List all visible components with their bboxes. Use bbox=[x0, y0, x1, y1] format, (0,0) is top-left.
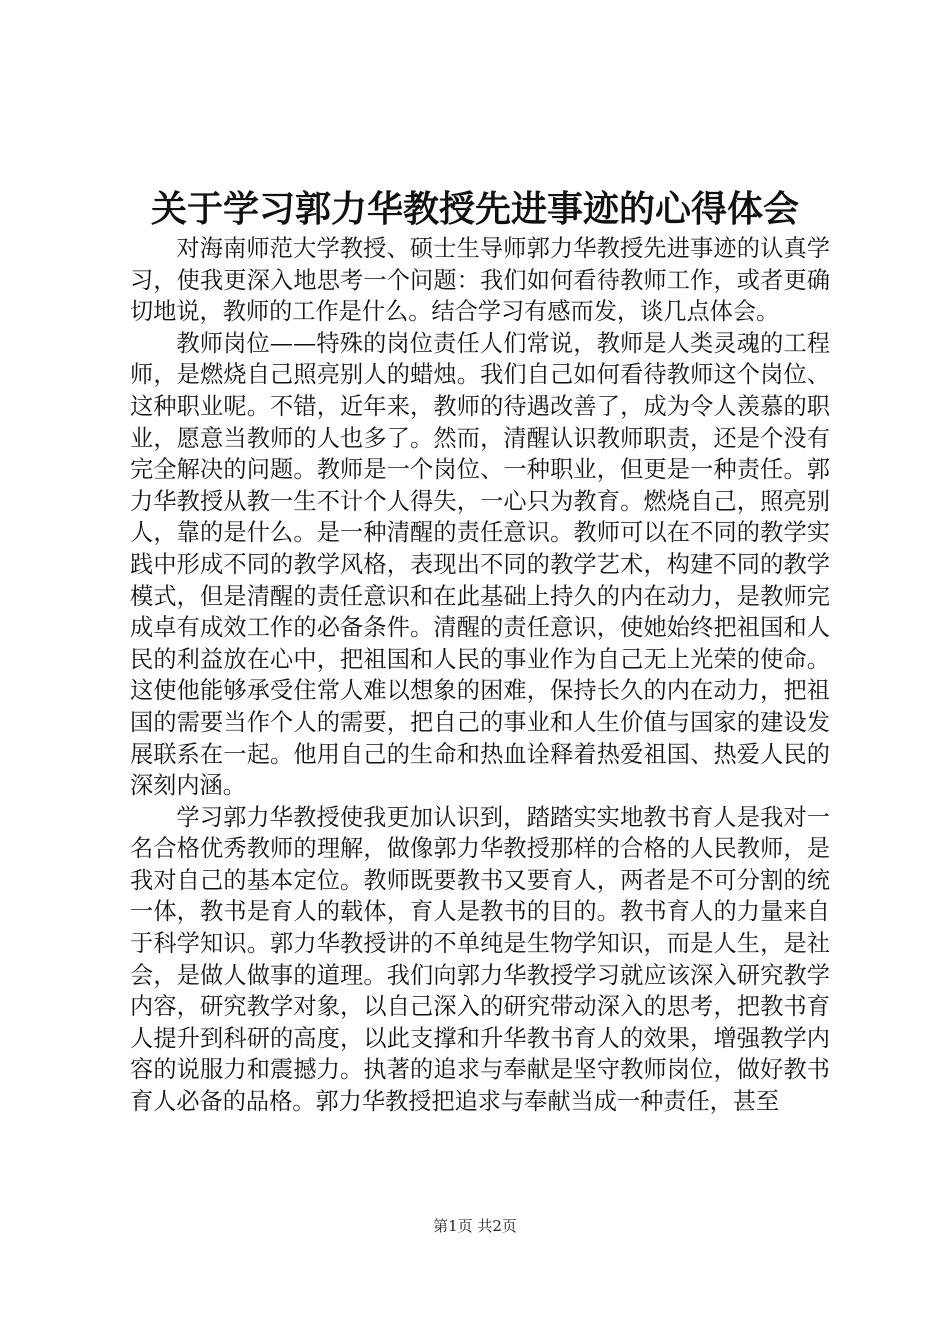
document-title: 关于学习郭力华教授先进事迹的心得体会 bbox=[150, 188, 799, 230]
paragraph-1: 对海南师范大学教授、硕士生导师郭力华教授先进事迹的认真学习，使我更深入地思考一个问题：我们如何看待教师工作，或者更确切地说，教师的工作是什么。结合学习有感而发，谈几点体会。 bbox=[130, 235, 830, 326]
page-number-footer: 第1页 共2页 bbox=[433, 1217, 517, 1235]
paragraph-2: 教师岗位——特殊的岗位责任人们常说，教师是人类灵魂的工程师，是燃烧自己照亮别人的蜡烛。我们自己如何看待教师这个岗位、这种职业呢。不错，近年来，教师的待遇改善了，成为令人羡慕的职业，愿意当教师的人也多了。然而，清醒认识教师职责，还是个没有完全解决的问题。教师是一个岗位、一种职业，但更是一种责任。郭力华教授从教一生不计个人得失，一心只为教育。燃烧自己，照亮别人，靠的是什么。是一种清醒的责任意识。教师可以在不同的教学实践中形成不同的教学风格，表现出不同的教学艺术，构建不同的教学模式，但是清醒的责任意识和在此基础上持久的内在动力，是教师完成卓有成效工作的必备条件。清醒的责任意识，使她始终把祖国和人民的利益放在心中，把祖国和人民的事业作为自己无上光荣的使命。这使他能够承受住常人难以想象的困难，保持长久的内在动力，把祖国的需要当作个人的需要，把自己的事业和人生价值与国家的建设发展联系在一起。他用自己的生命和热血诠释着热爱祖国、热爱人民的深刻内涵。 bbox=[130, 329, 830, 800]
paragraph-3: 学习郭力华教授使我更加认识到，踏踏实实地教书育人是我对一名合格优秀教师的理解，做像郭力华教授那样的合格的人民教师，是我对自己的基本定位。教师既要教书又要育人，两者是不可分割的统一体，教书是育人的载体，育人是教书的目的。教书育人的力量来自于科学知识。郭力华教授讲的不单纯是生物学知识，而是人生，是社会，是做人做事的道理。我们向郭力华教授学习就应该深入研究教学内容，研究教学对象，以自己深入的研究带动深入的思考，把教书育人提升到科研的高度，以此支撑和升华教书育人的效果，增强教学内容的说服力和震撼力。执著的追求与奉献是坚守教师岗位，做好教书育人必备的品格。郭力华教授把追求与奉献当成一种责任，甚至 bbox=[130, 803, 830, 1116]
document-body bbox=[130, 233, 830, 1118]
